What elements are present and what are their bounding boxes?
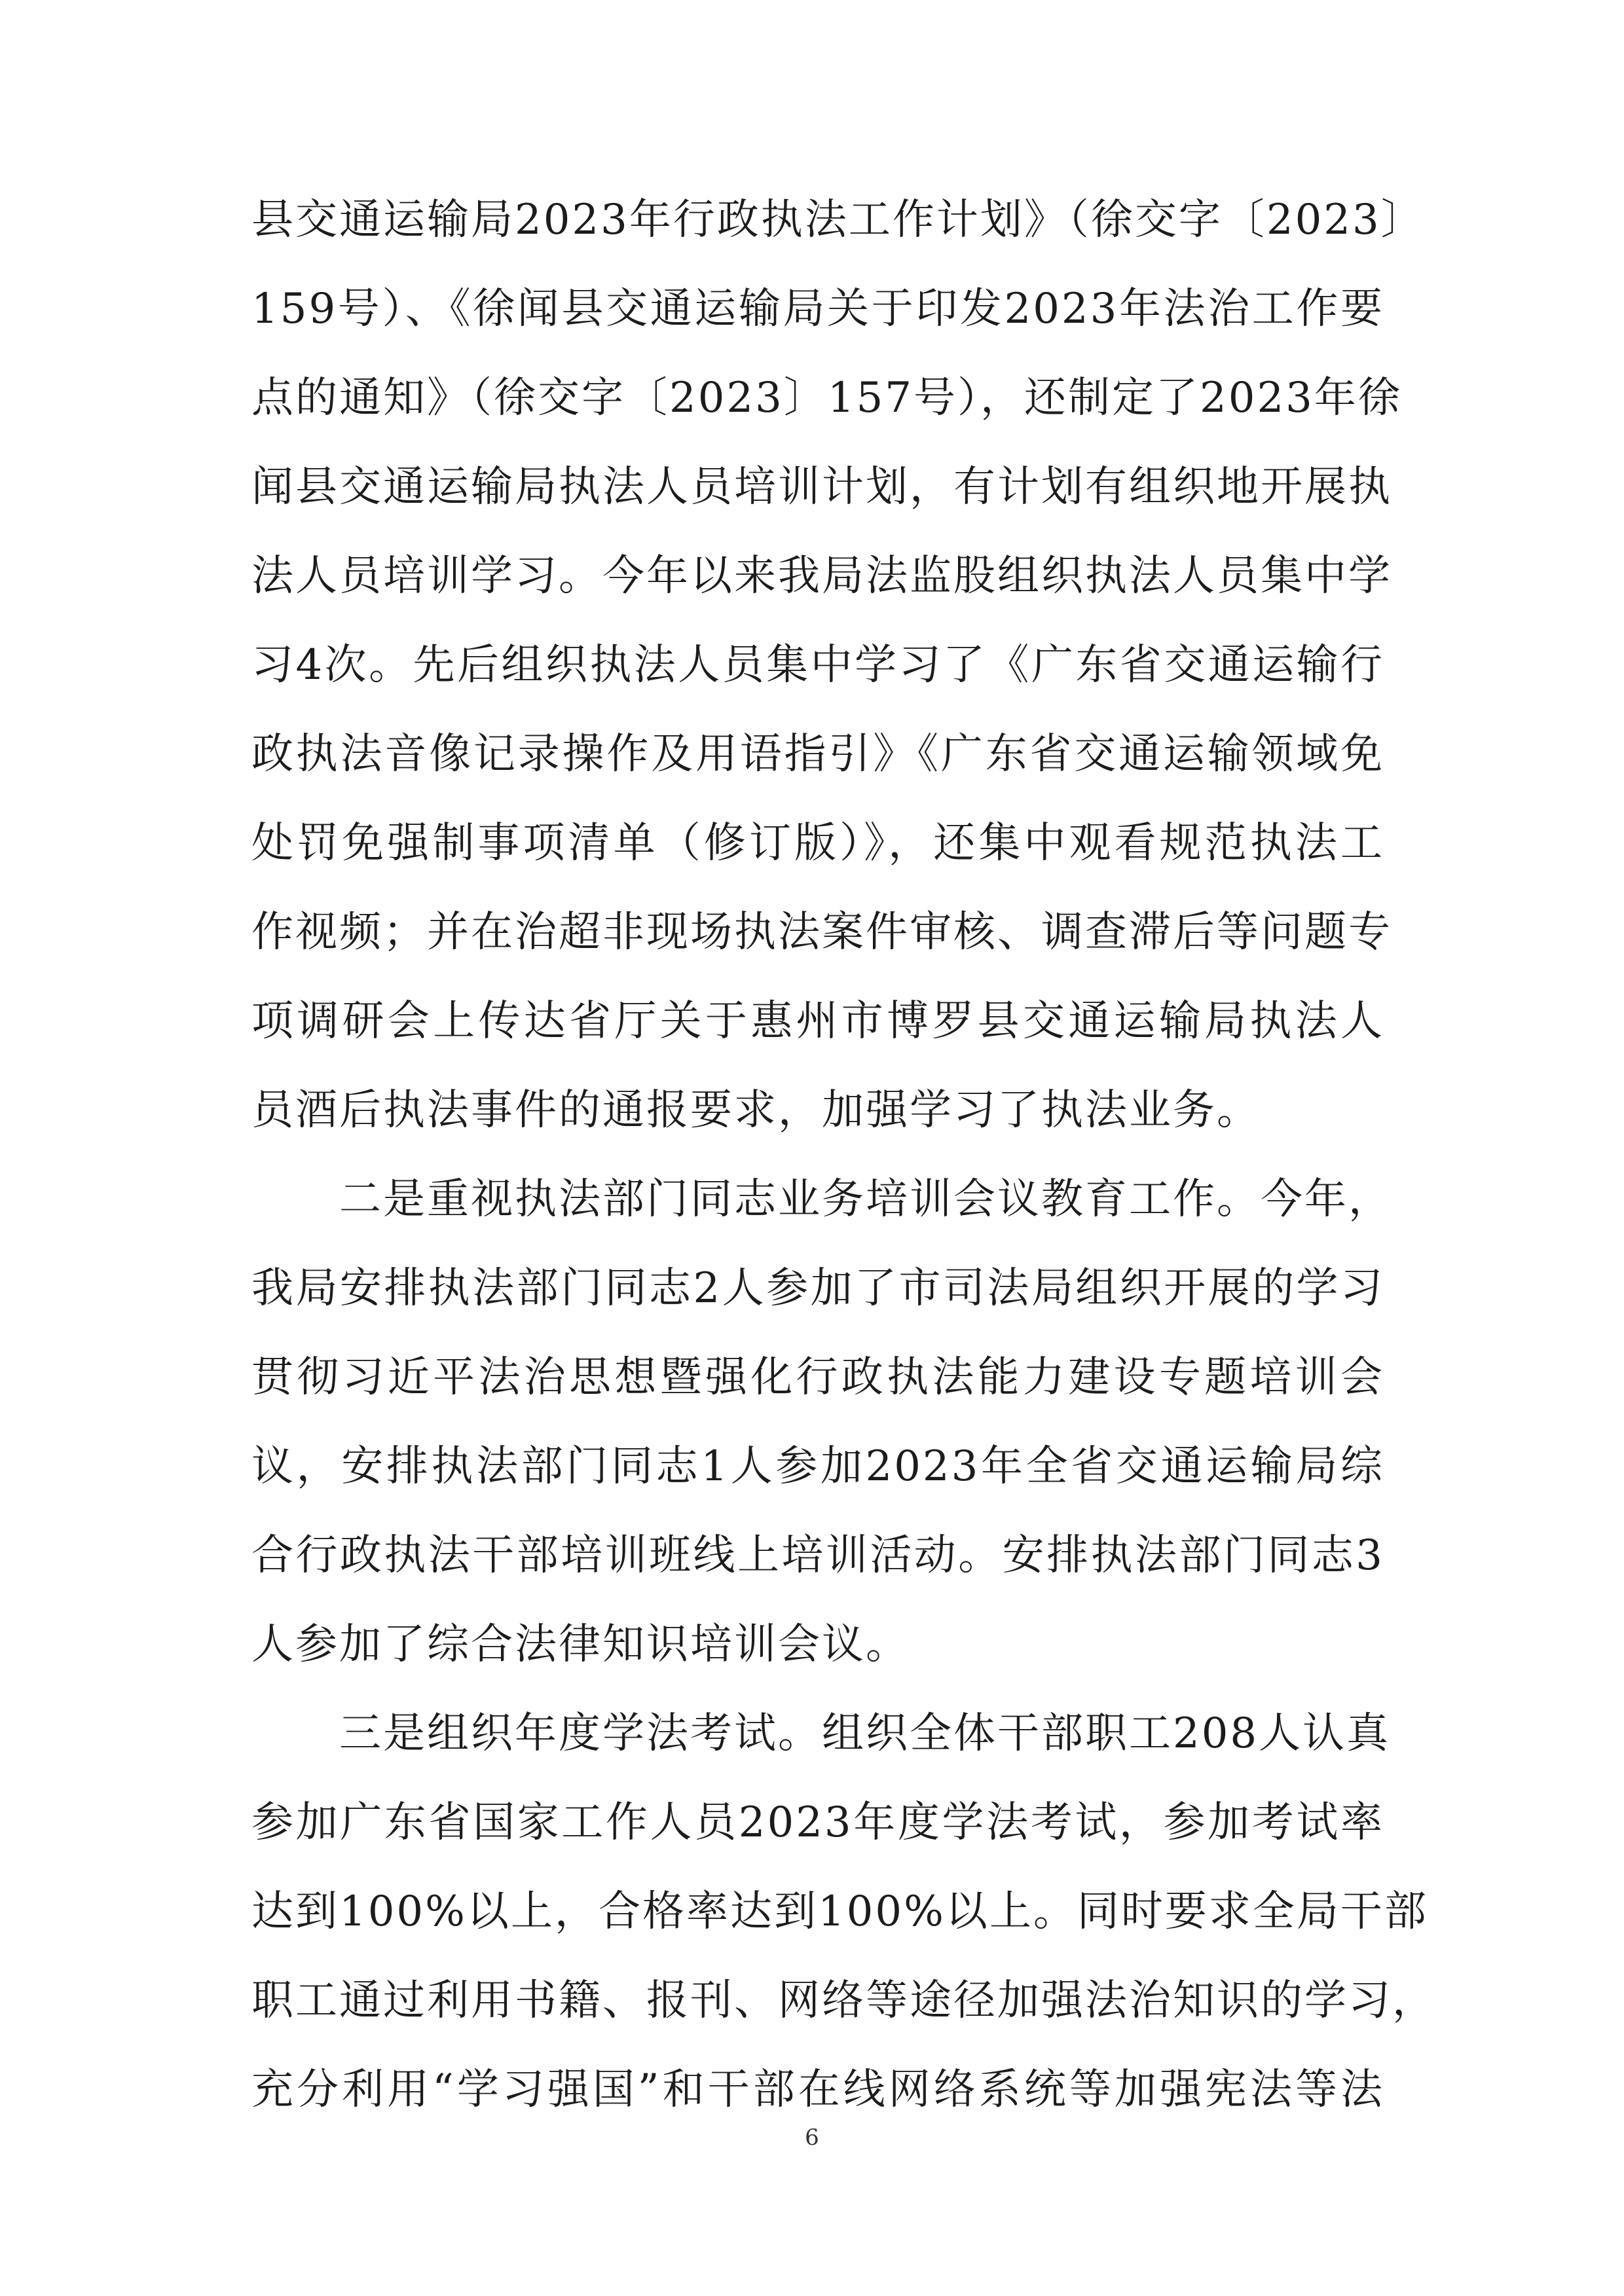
text-line: 人参加了综合法律知识培训会议。 xyxy=(251,1620,910,1669)
text-line: 二是重视执法部门同志业务培训会议教育工作。今年， xyxy=(251,1175,1392,1224)
text-line: 充分利用“学习强国”和干部在线网络系统等加强宪法等法 xyxy=(251,2066,1384,2114)
text-line: 法人员培训学习。今年以来我局法监股组织执法人员集中学 xyxy=(251,552,1392,600)
text-line: 县交通运输局2023年行政执法工作计划》（徐交字〔2023〕 xyxy=(251,196,1425,244)
text-line: 达到100%以上，合格率达到100%以上。同时要求全局干部 xyxy=(251,1887,1428,1936)
text-line: 项调研会上传达省厅关于惠州市博罗县交通运输局执法人 xyxy=(251,997,1384,1046)
text-line: 贯彻习近平法治思想暨强化行政执法能力建设专题培训会 xyxy=(251,1353,1384,1402)
text-line: 参加广东省国家工作人员2023年度学法考试，参加考试率 xyxy=(251,1798,1384,1847)
text-line: 职工通过利用书籍、报刊、网络等途径加强法治知识的学习， xyxy=(251,1977,1436,2025)
text-line: 闻县交通运输局执法人员培训计划，有计划有组织地开展执 xyxy=(251,463,1392,511)
text-line: 三是组织年度学法考试。组织全体干部职工208人认真 xyxy=(251,1709,1391,1758)
text-line: 习4次。先后组织执法人员集中学习了《广东省交通运输行 xyxy=(251,641,1384,689)
text-line: 点的通知》（徐交字〔2023〕157号），还制定了2023年徐 xyxy=(251,374,1402,422)
text-line: 我局安排执法部门同志2人参加了市司法局组织开展的学习 xyxy=(251,1264,1384,1313)
text-line: 处罚免强制事项清单（修订版）》，还集中观看规范执法工 xyxy=(251,819,1384,867)
text-line: 作视频；并在治超非现场执法案件审核、调查滞后等问题专 xyxy=(251,908,1392,957)
text-line: 员酒后执法事件的通报要求，加强学习了执法业务。 xyxy=(251,1086,1261,1135)
body-text xyxy=(251,175,1436,2134)
text-line: 合行政执法干部培训班线上培训活动。安排执法部门同志3 xyxy=(251,1531,1384,1580)
text-line: 议，安排执法部门同志1人参加2023年全省交通运输局综 xyxy=(251,1442,1384,1491)
page-number: 6 xyxy=(805,2124,819,2151)
text-line: 159号）、《徐闻县交通运输局关于印发2023年法治工作要 xyxy=(251,285,1384,333)
text-line: 政执法音像记录操作及用语指引》《广东省交通运输领域免 xyxy=(251,730,1384,778)
